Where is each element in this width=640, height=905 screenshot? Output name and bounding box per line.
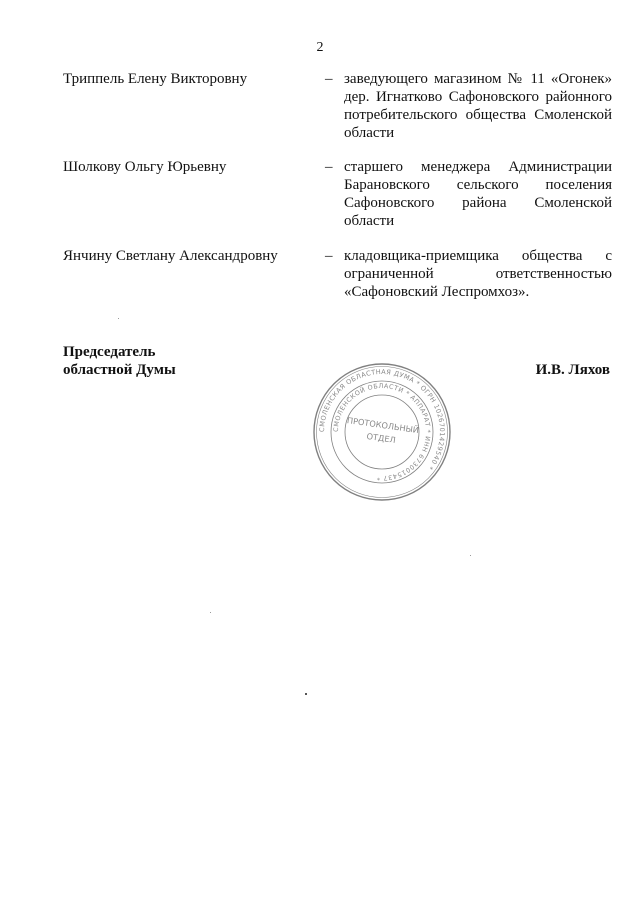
signatory-title [63,343,176,379]
stamp-center-text: ПРОТОКОЛЬНЫЙ [346,415,420,436]
entry-dash: – [325,71,333,87]
position-line: Барановского сельского поселения [344,177,612,193]
page-number: 2 [316,40,324,55]
position-line: области [344,213,395,229]
appointee-position [344,247,612,301]
position-line: «Сафоновский Леспромхоз». [344,284,530,300]
position-line: ограниченной ответственностью [344,266,612,282]
appointee-name: Шолкову Ольгу Юрьевну [63,159,227,175]
signatory-name: И.В. Ляхов [535,362,610,378]
scan-speck [470,555,471,556]
entry-dash: – [325,159,333,175]
appointee-position [344,158,612,230]
position-line: старшего менеджера Администрации [344,159,612,175]
official-stamp-seal [312,362,452,502]
scan-speck [118,318,119,319]
stamp-outer-ring-text: СМОЛЕНСКАЯ ОБЛАСТНАЯ ДУМА * ОГРН 1026701429540 * [317,367,447,472]
signatory-title-line: областной Думы [63,362,176,378]
scan-speck [305,693,307,695]
appointee-name: Янчину Светлану Александровну [63,248,278,264]
appointee-name: Триппель Елену Викторовну [63,71,248,87]
scan-speck [210,612,211,613]
entry-dash: – [325,248,333,264]
appointee-position [344,70,612,142]
position-line: кладовщика-приемщика общества с [344,248,612,264]
stamp-inner-ring-text: СМОЛЕНСКОЙ ОБЛАСТИ * АППАРАТ * ИНН 6730015437 * [331,381,433,483]
position-line: Сафоновского района Смоленской [344,195,612,211]
position-line: дер. Игнатково Сафоновского районного [344,89,612,105]
position-line: области [344,125,395,141]
position-line: заведующего магазином № 11 «Огонек» [344,71,612,87]
position-line: потребительского общества Смоленской [344,107,612,123]
signatory-title-line: Председатель [63,344,156,360]
stamp-center-text: ОТДЕЛ [366,430,397,445]
